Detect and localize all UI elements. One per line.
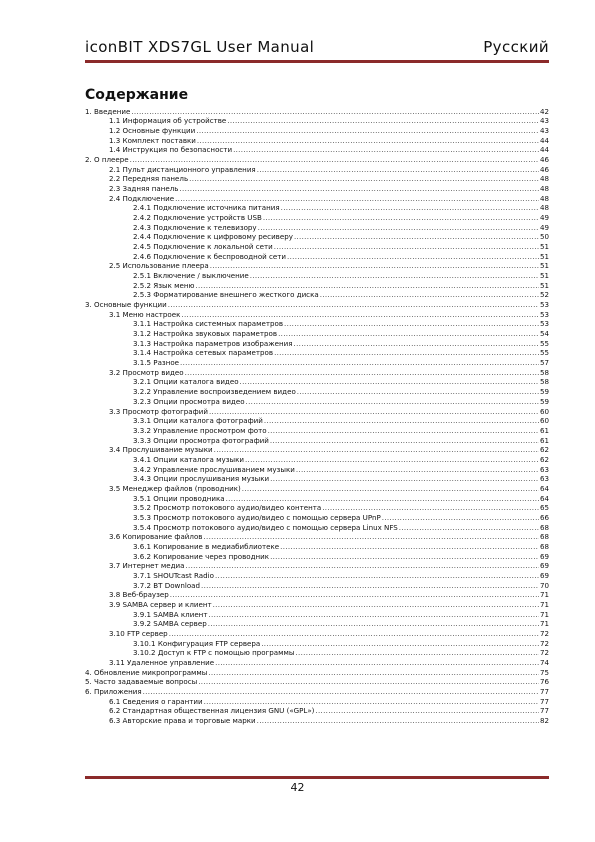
toc-entry-page: 46 — [539, 164, 549, 174]
toc-entry[interactable] — [85, 183, 549, 193]
toc-entry-label: 1.4 Инструкция по безопасности — [109, 145, 233, 155]
toc-entry-page: 61 — [539, 435, 549, 445]
header-language: Русский — [483, 38, 549, 56]
toc-leader-dots — [213, 600, 539, 609]
toc-entry[interactable] — [85, 638, 549, 648]
toc-entry[interactable] — [85, 686, 549, 696]
toc-entry[interactable] — [85, 396, 549, 406]
toc-leader-dots — [281, 203, 539, 212]
toc-entry-label: 3.1.3 Настройка параметров изображения — [133, 338, 293, 348]
toc-entry[interactable] — [85, 154, 549, 164]
toc-entry-page: 51 — [539, 280, 549, 290]
toc-entry[interactable] — [85, 667, 549, 677]
page-number: 42 — [290, 781, 305, 794]
toc-leader-dots — [263, 213, 539, 222]
toc-entry[interactable] — [85, 628, 549, 638]
toc-leader-dots — [215, 571, 539, 580]
toc-entry-label: 3.5.1 Опции проводника — [133, 493, 225, 503]
toc-leader-dots — [168, 300, 539, 309]
toc-entry-page: 76 — [539, 677, 549, 687]
toc-entry[interactable] — [85, 280, 549, 290]
toc-entry[interactable] — [85, 193, 549, 203]
toc-entry-page: 48 — [539, 184, 549, 194]
toc-entry-page: 55 — [539, 348, 549, 358]
toc-entry[interactable] — [85, 357, 549, 367]
toc-entry[interactable] — [85, 474, 549, 484]
toc-entry-page: 74 — [539, 657, 549, 667]
toc-leader-dots — [170, 590, 539, 599]
toc-entry[interactable] — [85, 696, 549, 706]
header-manual-title: iconBIT XDS7GL User Manual — [85, 38, 315, 56]
toc-entry[interactable] — [85, 251, 549, 261]
toc-entry-page: 69 — [539, 551, 549, 561]
toc-leader-dots — [175, 194, 539, 203]
toc-entry[interactable] — [85, 145, 549, 155]
toc-leader-dots — [189, 174, 539, 183]
toc-entry-page: 61 — [539, 425, 549, 435]
toc-entry-label: 3.2.3 Опции просмотра видео — [133, 396, 245, 406]
toc-entry[interactable] — [85, 319, 549, 329]
toc-entry-label: 3.11 Удаленное управление — [109, 657, 215, 667]
toc-entry-label: 3.9.1 SAMBA клиент — [133, 609, 208, 619]
toc-entry-label: 3.3 Просмотр фотографий — [109, 406, 208, 416]
toc-entry[interactable] — [85, 445, 549, 455]
toc-leader-dots — [284, 319, 539, 328]
toc-leader-dots — [295, 648, 539, 657]
toc-entry-label: 6.2 Стандартная общественная лицензия GNU («GPL») — [109, 706, 315, 716]
toc-entry-label: 2.5 Использование плеера — [109, 261, 209, 271]
toc-entry-page: 52 — [539, 290, 549, 300]
toc-entry-page: 63 — [539, 474, 549, 484]
toc-entry[interactable] — [85, 290, 549, 300]
toc-entry-page: 44 — [539, 135, 549, 145]
toc-entry[interactable] — [85, 435, 549, 445]
toc-entry-label: 6. Приложения — [85, 686, 142, 696]
toc-entry-page: 53 — [539, 319, 549, 329]
toc-entry-label: 3.3.3 Опции просмотра фотографий — [133, 435, 269, 445]
toc-entry-page: 71 — [539, 609, 549, 619]
toc-leader-dots — [261, 639, 539, 648]
toc-entry[interactable] — [85, 464, 549, 474]
toc-entry-label: 3.4.3 Опции прослушивания музыки — [133, 474, 270, 484]
toc-entry-label: 3.10 FTP сервер — [109, 628, 168, 638]
page-header — [85, 38, 549, 58]
toc-entry-page: 50 — [539, 232, 549, 242]
toc-entry-page: 77 — [539, 706, 549, 716]
toc-entry-label: 2.4.1 Подключение источника питания — [133, 203, 280, 213]
toc-leader-dots — [270, 552, 539, 561]
toc-entry-label: 3.3.2 Управление просмотром фото — [133, 425, 267, 435]
toc-entry-label: 6.1 Сведения о гарантии — [109, 696, 203, 706]
toc-entry-page: 63 — [539, 464, 549, 474]
toc-entry[interactable] — [85, 174, 549, 184]
toc-leader-dots — [208, 619, 539, 628]
toc-entry[interactable] — [85, 522, 549, 532]
toc-entry-page: 49 — [539, 213, 549, 223]
toc-entry-page: 60 — [539, 406, 549, 416]
toc-entry-page: 69 — [539, 561, 549, 571]
toc-leader-dots — [197, 136, 539, 145]
toc-leader-dots — [198, 677, 539, 686]
toc-entry-page: 72 — [539, 638, 549, 648]
toc-entry[interactable] — [85, 348, 549, 358]
toc-entry-page: 65 — [539, 503, 549, 513]
toc-entry[interactable] — [85, 570, 549, 580]
toc-leader-dots — [274, 242, 539, 251]
toc-leader-dots — [195, 281, 538, 290]
toc-entry-label: 3.4.2 Управление прослушиванием музыки — [133, 464, 295, 474]
toc-entry-page: 51 — [539, 261, 549, 271]
toc-leader-dots — [315, 706, 539, 715]
toc-entry[interactable] — [85, 164, 549, 174]
toc-entry-label: 3.7.2 BT Download — [133, 580, 201, 590]
toc-entry[interactable] — [85, 309, 549, 319]
toc-entry-page: 48 — [539, 193, 549, 203]
toc-leader-dots — [320, 290, 539, 299]
toc-leader-dots — [143, 687, 539, 696]
toc-entry[interactable] — [85, 232, 549, 242]
toc-entry-label: 2.4 Подключение — [109, 193, 175, 203]
toc-entry-page: 69 — [539, 570, 549, 580]
toc-entry-label: 2.4.5 Подключение к локальной сети — [133, 242, 273, 252]
toc-entry-page: 58 — [539, 367, 549, 377]
toc-entry-label: 2.2 Передняя панель — [109, 174, 189, 184]
toc-entry[interactable] — [85, 386, 549, 396]
toc-entry-page: 59 — [539, 387, 549, 397]
toc-entry-label: 3.4 Прослушивание музыки — [109, 445, 213, 455]
toc-leader-dots — [131, 107, 539, 116]
toc-entry-label: 3.4.1 Опции каталога музыки — [133, 454, 244, 464]
toc-entry-label: 2.4.4 Подключение к цифровому ресиверу — [133, 232, 293, 242]
toc-entry-label: 2.4.2 Подключение устройств USB — [133, 213, 262, 223]
toc-leader-dots — [270, 474, 539, 483]
toc-entry-page: 70 — [539, 580, 549, 590]
toc-entry-label: 3.1.5 Разное — [133, 358, 180, 368]
toc-entry-label: 1.2 Основные функции — [109, 126, 196, 136]
toc-title: Содержание — [85, 87, 189, 103]
toc-entry-page: 57 — [539, 358, 549, 368]
toc-entry[interactable] — [85, 416, 549, 426]
toc-leader-dots — [297, 387, 539, 396]
toc-entry-page: 62 — [539, 454, 549, 464]
toc-entry-label: 3.1 Меню настроек — [109, 309, 181, 319]
toc-entry-page: 48 — [539, 174, 549, 184]
toc-entry[interactable] — [85, 425, 549, 435]
toc-leader-dots — [268, 426, 539, 435]
toc-leader-dots — [169, 629, 539, 638]
toc-leader-dots — [399, 523, 539, 532]
toc-entry-label: 3.5 Менеджер файлов (проводник) — [109, 483, 241, 493]
toc-entry-page: 48 — [539, 203, 549, 213]
toc-entry[interactable] — [85, 406, 549, 416]
toc-entry-page: 43 — [539, 116, 549, 126]
toc-leader-dots — [287, 252, 539, 261]
toc-entry[interactable] — [85, 715, 549, 725]
toc-entry-page: 53 — [539, 300, 549, 310]
toc-entry-page: 54 — [539, 329, 549, 339]
toc-entry[interactable] — [85, 483, 549, 493]
toc-entry[interactable] — [85, 299, 549, 309]
toc-leader-dots — [214, 445, 539, 454]
toc-entry[interactable] — [85, 590, 549, 600]
toc-entry[interactable] — [85, 212, 549, 222]
toc-entry-label: 1.1 Информация об устройстве — [109, 116, 227, 126]
toc-entry-label: 3.6.2 Копирование через проводник — [133, 551, 270, 561]
toc-entry[interactable] — [85, 493, 549, 503]
toc-leader-dots — [274, 348, 539, 357]
toc-leader-dots — [278, 329, 539, 338]
header-rule — [85, 60, 549, 63]
toc-entry-label: 3.9 SAMBA сервер и клиент — [109, 599, 212, 609]
toc-entry-page: 64 — [539, 483, 549, 493]
toc-entry-page: 77 — [539, 686, 549, 696]
toc-entry[interactable] — [85, 541, 549, 551]
toc-leader-dots — [270, 436, 539, 445]
toc-entry-label: 3.1.1 Настройка системных параметров — [133, 319, 284, 329]
toc-entry-page: 59 — [539, 396, 549, 406]
toc-entry[interactable] — [85, 454, 549, 464]
toc-leader-dots — [296, 465, 539, 474]
toc-leader-dots — [204, 697, 539, 706]
toc-entry-page: 68 — [539, 541, 549, 551]
toc-leader-dots — [181, 310, 539, 319]
toc-entry-label: 4. Обновление микропрограммы — [85, 667, 208, 677]
toc-leader-dots — [264, 416, 539, 425]
toc-entry-label: 3.2.1 Опции каталога видео — [133, 377, 239, 387]
toc-leader-dots — [250, 271, 539, 280]
toc-entry-page: 75 — [539, 667, 549, 677]
toc-entry-page: 51 — [539, 242, 549, 252]
toc-entry-label: 3.10.1 Конфигурация FTP сервера — [133, 638, 261, 648]
toc-entry[interactable] — [85, 532, 549, 542]
toc-leader-dots — [185, 561, 539, 570]
toc-entry-label: 2.1 Пульт дистанционного управления — [109, 164, 256, 174]
toc-leader-dots — [242, 484, 539, 493]
toc-leader-dots — [245, 455, 539, 464]
toc-entry-page: 49 — [539, 222, 549, 232]
toc-entry[interactable] — [85, 241, 549, 251]
toc-entry[interactable] — [85, 377, 549, 387]
toc-entry-page: 58 — [539, 377, 549, 387]
toc-leader-dots — [382, 513, 539, 522]
toc-entry[interactable] — [85, 125, 549, 135]
toc-entry-label: 3.7 Интернет медиа — [109, 561, 185, 571]
toc-entry-label: 3.1.4 Настройка сетевых параметров — [133, 348, 274, 358]
toc-entry[interactable] — [85, 512, 549, 522]
toc-entry-page: 71 — [539, 599, 549, 609]
toc-entry-page: 42 — [539, 106, 549, 116]
toc-entry-label: 2.4.6 Подключение к беспроводной сети — [133, 251, 287, 261]
toc-entry[interactable] — [85, 609, 549, 619]
toc-entry[interactable] — [85, 503, 549, 513]
toc-entry-label: 3.1.2 Настройка звуковых параметров — [133, 329, 278, 339]
toc-entry-label: 1.3 Комплект поставки — [109, 135, 196, 145]
toc-entry[interactable] — [85, 270, 549, 280]
toc-leader-dots — [322, 503, 539, 512]
toc-leader-dots — [208, 610, 539, 619]
toc-leader-dots — [201, 581, 539, 590]
toc-entry-label: 6.3 Авторские права и торговые марки — [109, 716, 256, 725]
toc-entry-page: 72 — [539, 628, 549, 638]
toc-entry[interactable] — [85, 599, 549, 609]
toc-entry-label: 2.5.2 Язык меню — [133, 280, 195, 290]
toc-entry-label: 3.2 Просмотр видео — [109, 367, 184, 377]
toc-entry-label: 2. О плеере — [85, 155, 129, 165]
toc-entry-label: 2.5.3 Форматирование внешнего жесткого диска — [133, 290, 319, 300]
toc-leader-dots — [196, 126, 539, 135]
toc-leader-dots — [179, 184, 539, 193]
toc-entry-page: 66 — [539, 512, 549, 522]
toc-entry[interactable] — [85, 338, 549, 348]
toc-leader-dots — [227, 116, 539, 125]
toc-entry-page: 72 — [539, 648, 549, 658]
toc-leader-dots — [208, 668, 539, 677]
toc-entry-page: 71 — [539, 619, 549, 629]
toc-entry-label: 3.7.1 SHOUTcast Radio — [133, 570, 214, 580]
toc-entry-label: 3. Основные функции — [85, 300, 167, 310]
toc-entry-label: 3.5.3 Просмотр потокового аудио/видео с помощью сервера UPnP — [133, 512, 381, 522]
toc-entry-label: 2.4.3 Подключение к телевизору — [133, 222, 257, 232]
toc-entry[interactable] — [85, 561, 549, 571]
toc-leader-dots — [257, 165, 539, 174]
toc-entry[interactable] — [85, 677, 549, 687]
toc-entry-label: 3.6.1 Копирование в медиабиблиотеке — [133, 541, 280, 551]
toc-entry-page: 55 — [539, 338, 549, 348]
toc-leader-dots — [294, 339, 539, 348]
toc-entry[interactable] — [85, 706, 549, 716]
toc-leader-dots — [246, 397, 539, 406]
toc-entry[interactable] — [85, 367, 549, 377]
table-of-contents — [85, 106, 549, 725]
toc-entry-page: 71 — [539, 590, 549, 600]
toc-leader-dots — [185, 368, 539, 377]
toc-entry-label: 3.5.4 Просмотр потокового аудио/видео с помощью сервера Linux NFS — [133, 522, 398, 532]
toc-leader-dots — [240, 377, 539, 386]
toc-entry-page: 64 — [539, 493, 549, 503]
toc-entry[interactable] — [85, 203, 549, 213]
toc-leader-dots — [280, 542, 539, 551]
toc-entry[interactable] — [85, 551, 549, 561]
toc-entry-label: 3.8 Веб-браузер — [109, 590, 169, 600]
toc-entry[interactable] — [85, 135, 549, 145]
toc-leader-dots — [130, 155, 539, 164]
toc-entry-page: 68 — [539, 532, 549, 542]
toc-entry[interactable] — [85, 648, 549, 658]
toc-leader-dots — [209, 407, 539, 416]
toc-entry-label: 3.9.2 SAMBA сервер — [133, 619, 207, 629]
toc-entry-page: 44 — [539, 145, 549, 155]
footer-rule — [85, 776, 549, 779]
toc-entry-page: 43 — [539, 126, 549, 136]
toc-entry[interactable] — [85, 261, 549, 271]
toc-leader-dots — [257, 716, 539, 725]
toc-entry-page: 51 — [539, 271, 549, 281]
toc-entry-label: 3.2.2 Управление воспроизведением видео — [133, 387, 296, 397]
toc-leader-dots — [294, 232, 539, 241]
toc-entry-label: 5. Часто задаваемые вопросы — [85, 677, 198, 687]
toc-entry-page: 51 — [539, 251, 549, 261]
toc-entry-page: 46 — [539, 155, 549, 165]
toc-leader-dots — [226, 494, 539, 503]
toc-entry-label: 1. Введение — [85, 106, 131, 116]
toc-leader-dots — [233, 145, 539, 154]
toc-entry-label: 3.3.1 Опции каталога фотографий — [133, 416, 263, 426]
toc-entry[interactable] — [85, 619, 549, 629]
toc-entry-label: 3.5.2 Просмотр потокового аудио/видео контента — [133, 503, 322, 513]
toc-entry-page: 82 — [539, 716, 549, 725]
toc-entry[interactable] — [85, 657, 549, 667]
toc-entry[interactable] — [85, 116, 549, 126]
toc-entry[interactable] — [85, 328, 549, 338]
toc-entry-page: 60 — [539, 416, 549, 426]
toc-entry-label: 2.5.1 Включение / выключение — [133, 271, 249, 281]
toc-leader-dots — [215, 658, 539, 667]
toc-entry-page: 62 — [539, 445, 549, 455]
toc-entry-page: 77 — [539, 696, 549, 706]
toc-entry-label: 2.3 Задняя панель — [109, 184, 179, 194]
toc-entry-label: 3.10.2 Доступ к FTP с помощью программы — [133, 648, 295, 658]
toc-leader-dots — [180, 358, 539, 367]
toc-entry-page: 68 — [539, 522, 549, 532]
toc-entry[interactable] — [85, 222, 549, 232]
toc-entry[interactable] — [85, 106, 549, 116]
toc-entry-page: 53 — [539, 309, 549, 319]
toc-leader-dots — [203, 532, 538, 541]
toc-leader-dots — [210, 261, 539, 270]
toc-entry-label: 3.6 Копирование файлов — [109, 532, 203, 542]
toc-leader-dots — [258, 223, 539, 232]
toc-entry[interactable] — [85, 580, 549, 590]
